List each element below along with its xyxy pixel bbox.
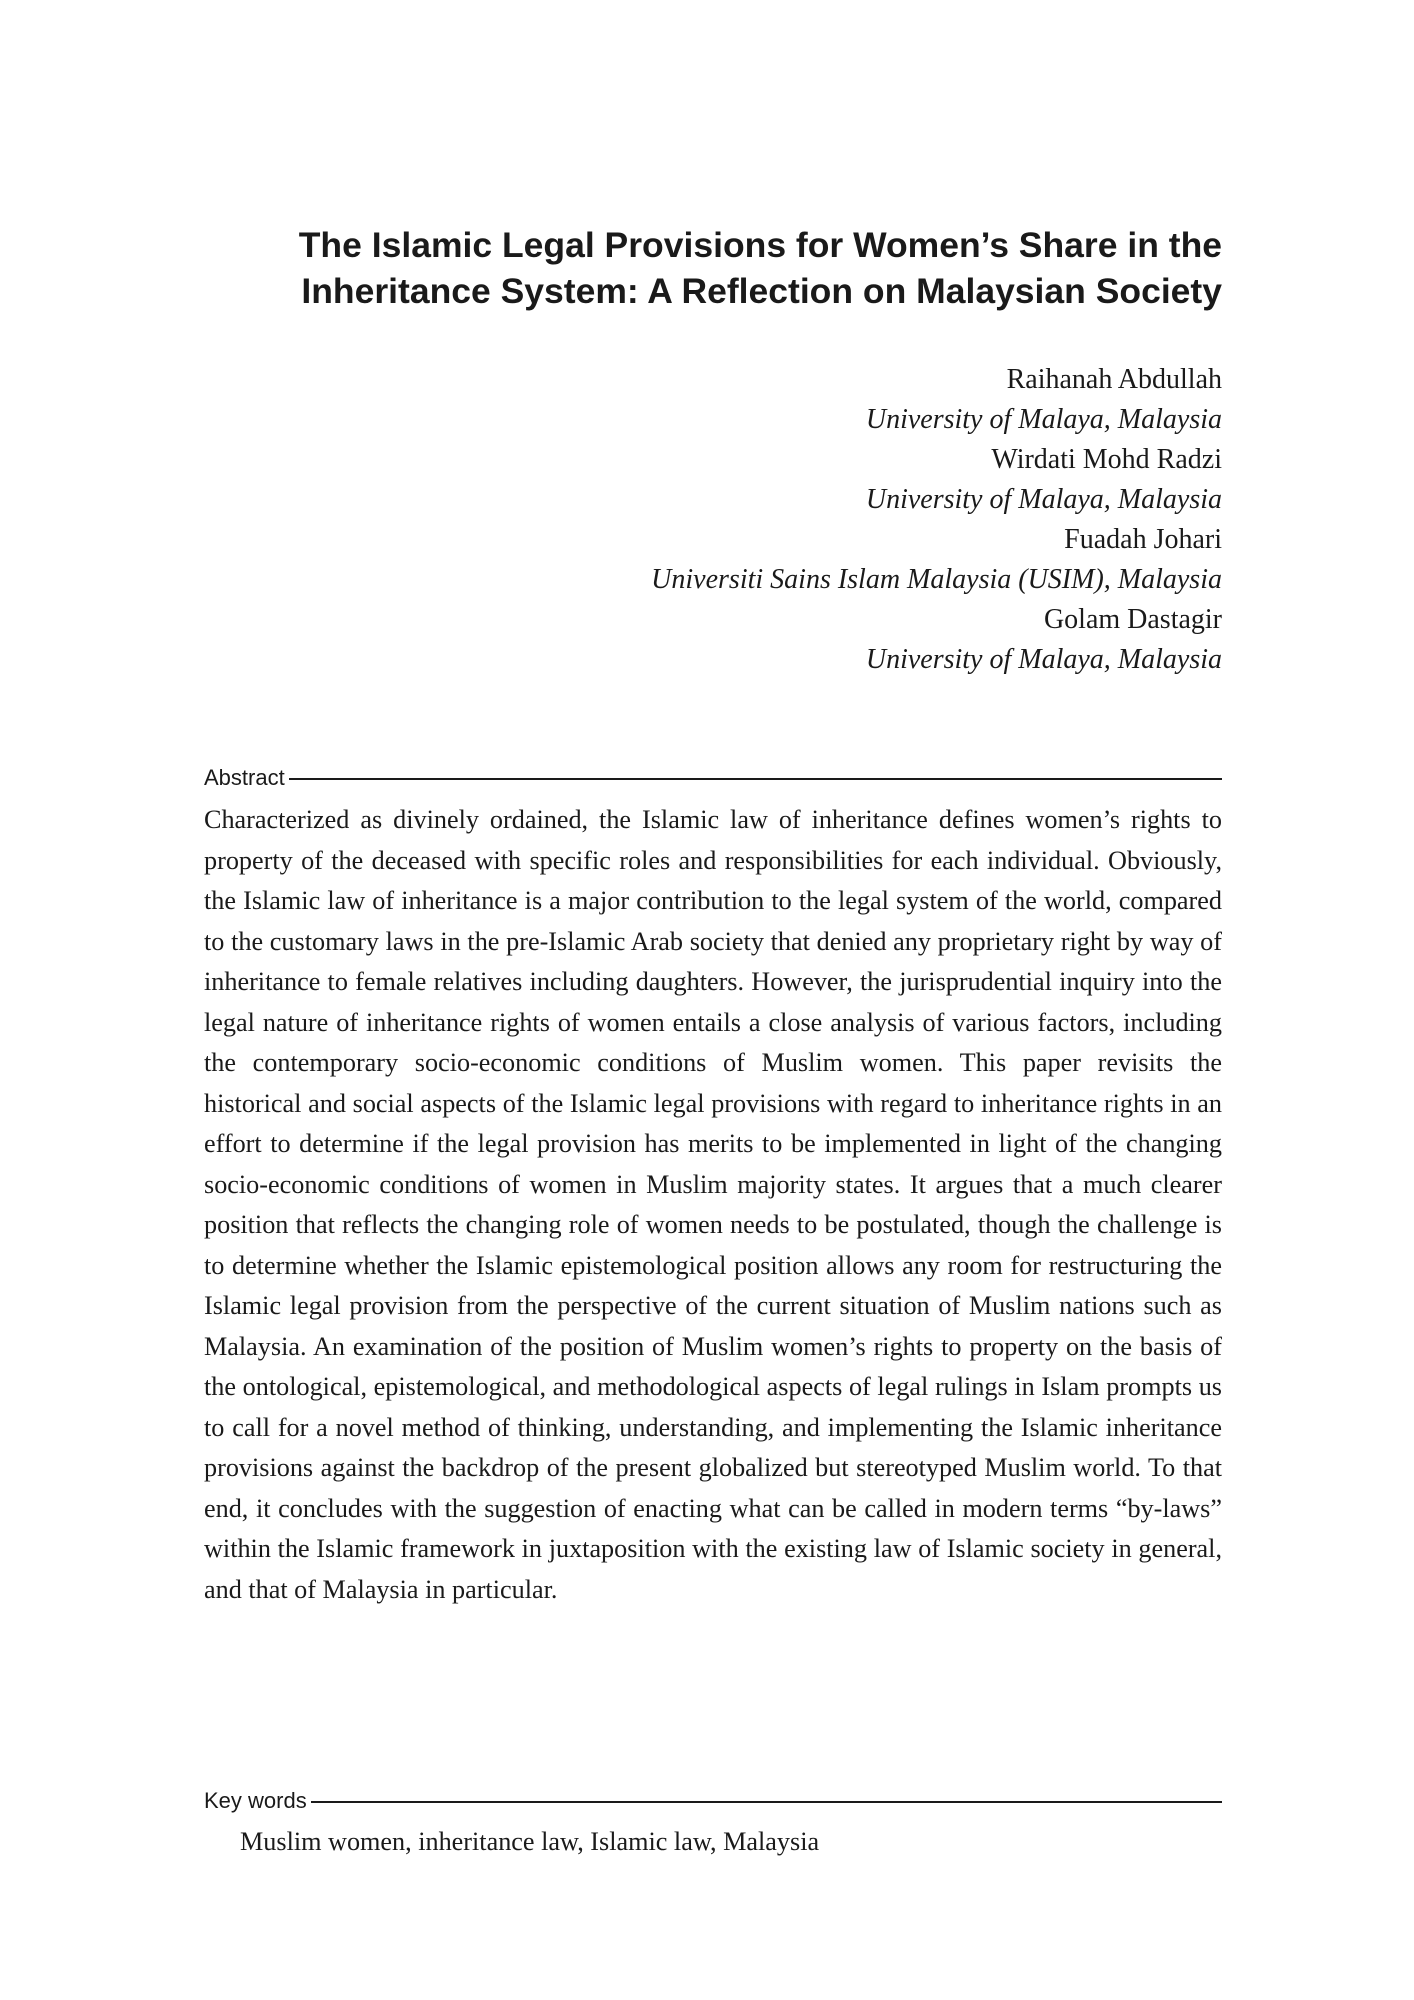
author-affiliation: University of Malaya, Malaysia — [865, 404, 1222, 435]
abstract-heading — [204, 764, 1222, 792]
paper-title-line-2: Inheritance System: A Reflection on Malaysian Society — [301, 271, 1222, 311]
keywords-heading-label: Key words — [204, 1788, 307, 1813]
keywords-text: Muslim women, inheritance law, Islamic law, Malaysia — [240, 1827, 820, 1856]
abstract-heading-rule — [289, 778, 1222, 780]
author-name: Fuadah Johari — [1064, 524, 1222, 555]
keywords-heading-rule — [311, 1801, 1222, 1803]
author-name: Golam Dastagir — [1043, 604, 1222, 635]
paper-title — [150, 222, 1222, 314]
author-affiliation: University of Malaya, Malaysia — [865, 484, 1222, 515]
author-name: Wirdati Mohd Radzi — [991, 444, 1222, 475]
author-affiliation: Universiti Sains Islam Malaysia (USIM), Malaysia — [651, 564, 1222, 595]
abstract-text: Characterized as divinely ordained, the Islamic law of inheritance defines women’s rights to property of the deceased with specific roles and responsibilities for each individual. Obviously, the Islamic law of inheritance is a major contribution to the legal system of the world, compared to the customary laws in the pre-Islamic Arab society that denied any proprietary right by way of inheritance to female relatives including daughters. However, the jurisprudential inquiry into the legal nature of inheritance rights of women entails a close analysis of various factors, including the contemporary socio-economic conditions of Muslim women. This paper revisits the historical and social aspects of the Islamic legal provisions with regard to inheritance rights in an effort to determine if the legal provision has merits to be implemented in light of the changing socio-economic conditions of women in Muslim majority states. It argues that a much clearer position that reflects the changing role of women needs to be postulated, though the challenge is to determine whether the Islamic epistemological position allows any room for restructuring the Islamic legal provision from the perspective of the current situation of Muslim nations such as Malaysia. An examination of the position of Muslim women’s rights to property on the basis of the ontological, epistemological, and methodological aspects of legal rulings in Islam prompts us to call for a novel method of thinking, understanding, and implementing the Islamic inheritance provisions against the backdrop of the present globalized but stereotyped Muslim world. To that end, it concludes with the suggestion of enacting what can be called in modern terms “by-laws” within the Islamic framework in juxtaposition with the existing law of Islamic society in general, and that of Malaysia in particular. — [204, 805, 1222, 1604]
keywords-heading — [204, 1787, 1222, 1815]
author-affiliation: University of Malaya, Malaysia — [865, 644, 1222, 675]
abstract-heading-label: Abstract — [204, 765, 285, 790]
paper-title-line-1: The Islamic Legal Provisions for Women’s Share in the — [298, 225, 1222, 265]
author-list — [450, 360, 1222, 680]
author-name: Raihanah Abdullah — [1006, 364, 1222, 395]
